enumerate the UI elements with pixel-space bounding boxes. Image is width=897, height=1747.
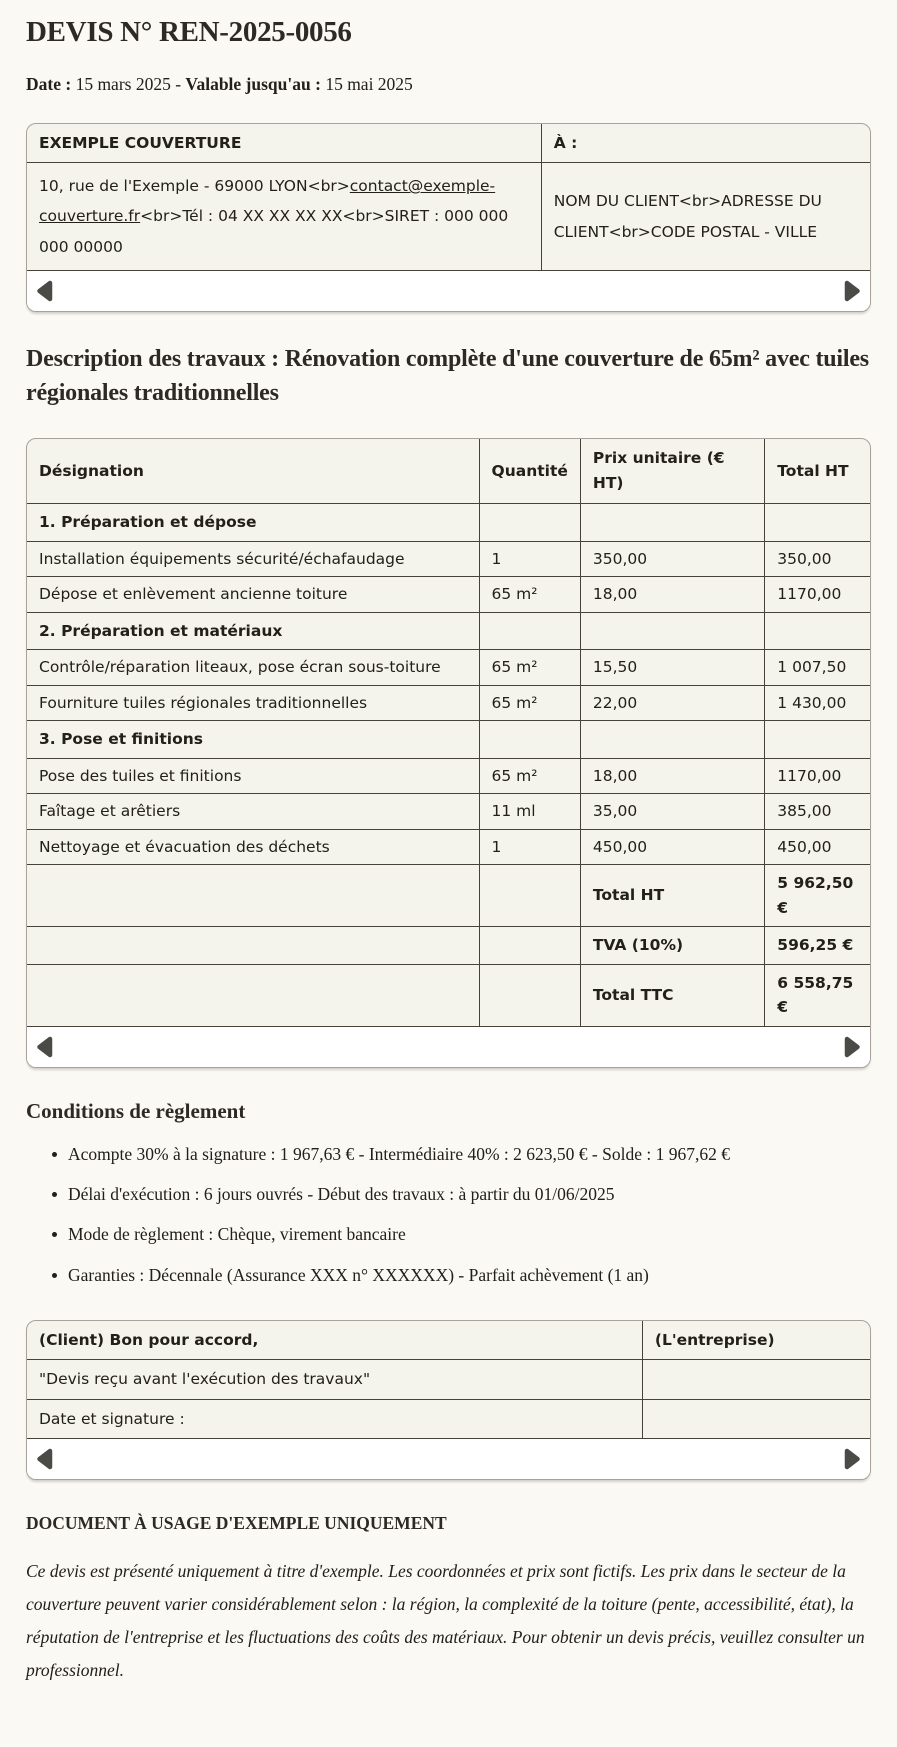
- quantity-cell: [479, 612, 580, 649]
- items-table: [27, 439, 870, 1026]
- valid-until-value: 15 mai 2025: [320, 74, 413, 95]
- unit-price-cell: 15,50: [580, 650, 764, 685]
- unit-price-cell: 350,00: [580, 541, 764, 576]
- valid-until-label: Valable jusqu'au :: [185, 74, 321, 95]
- item-row: [27, 758, 870, 793]
- scroll-left-icon: [36, 1447, 53, 1471]
- scroll-left-icon: [36, 1035, 53, 1059]
- list-item-installments: Acompte 30% à la signature : 1 967,63 € - Intermédiaire 40% : 2 623,50 € - Solde : 1 967,62 €: [52, 1141, 871, 1167]
- total-cell: [765, 612, 870, 649]
- signature-table-card: [26, 1320, 871, 1480]
- list-item-warranties: Garanties : Décennale (Assurance XXX n° XXXXXX) - Parfait achèvement (1 an): [52, 1262, 871, 1288]
- scroll-left-icon: [36, 279, 53, 303]
- section-row: [27, 612, 870, 649]
- total-cell: 1170,00: [765, 577, 870, 612]
- item-row: [27, 650, 870, 685]
- date-label: Date :: [26, 74, 72, 95]
- client-info-cell: NOM DU CLIENT<br>ADRESSE DU CLIENT<br>CODE POSTAL - VILLE: [541, 163, 870, 271]
- unit-price-cell: 35,00: [580, 794, 764, 829]
- scroll-left-button[interactable]: [36, 279, 53, 303]
- section-row: [27, 504, 870, 541]
- quantity-cell: 1: [479, 541, 580, 576]
- scroll-left-button[interactable]: [36, 1035, 53, 1059]
- item-row: [27, 577, 870, 612]
- company-info-cell: [27, 163, 541, 271]
- total-cell: [765, 504, 870, 541]
- list-item-delay: Délai d'exécution : 6 jours ouvrés - Début des travaux : à partir du 01/06/2025: [52, 1181, 871, 1207]
- unit-price-cell: 22,00: [580, 685, 764, 720]
- company-signature-header: (L'entreprise): [642, 1321, 870, 1360]
- scroll-right-icon: [844, 279, 861, 303]
- unit-price-cell: [580, 504, 764, 541]
- items-table-body: [27, 504, 870, 1026]
- total-row: [27, 927, 870, 964]
- unit-price-cell: 450,00: [580, 829, 764, 864]
- client-approval-header: (Client) Bon pour accord,: [27, 1321, 642, 1360]
- receipt-statement-cell: "Devis reçu avant l'exécution des travaux": [27, 1360, 642, 1399]
- total-cell: 596,25 €: [765, 927, 870, 964]
- designation-cell: Fourniture tuiles régionales traditionnelles: [27, 685, 479, 720]
- quantity-cell: [479, 721, 580, 758]
- unit-price-cell: [580, 612, 764, 649]
- quantity-cell: 1: [479, 829, 580, 864]
- unit-price-cell: 18,00: [580, 577, 764, 612]
- total-cell: 450,00: [765, 829, 870, 864]
- scroll-right-button[interactable]: [844, 1447, 861, 1471]
- designation-cell: Contrôle/réparation liteaux, pose écran sous-toiture: [27, 650, 479, 685]
- payment-conditions-heading: Conditions de règlement: [26, 1098, 246, 1123]
- total-cell: 1 007,50: [765, 650, 870, 685]
- designation-cell: [27, 927, 479, 964]
- scroll-right-icon: [844, 1035, 861, 1059]
- designation-cell: Dépose et enlèvement ancienne toiture: [27, 577, 479, 612]
- total-cell: 1 430,00: [765, 685, 870, 720]
- company-contact: <br>Tél : 04 XX XX XX XX<br>SIRET : 000 000 000 00000: [39, 207, 509, 256]
- table-row: [27, 1360, 870, 1399]
- scroll-right-button[interactable]: [844, 1035, 861, 1059]
- total-row: [27, 964, 870, 1026]
- unit-price-cell: Total TTC: [580, 964, 764, 1026]
- total-cell: 350,00: [765, 541, 870, 576]
- unit-price-cell: TVA (10%): [580, 927, 764, 964]
- date-value: 15 mars 2025 -: [71, 74, 186, 95]
- example-only-heading: DOCUMENT À USAGE D'EXEMPLE UNIQUEMENT: [26, 1513, 447, 1534]
- horizontal-scrollbar[interactable]: [27, 1027, 870, 1067]
- item-row: [27, 685, 870, 720]
- unit-price-column-header: Prix unitaire (€ HT): [580, 439, 764, 504]
- unit-price-cell: 18,00: [580, 758, 764, 793]
- company-email-link[interactable]: contact@exemple-couverture.fr: [39, 177, 496, 226]
- total-cell: 1170,00: [765, 758, 870, 793]
- designation-cell: 1. Préparation et dépose: [27, 504, 479, 541]
- list-item-payment-mode: Mode de règlement : Chèque, virement bancaire: [52, 1221, 871, 1247]
- items-table-card: [26, 438, 871, 1067]
- empty-cell: [642, 1399, 870, 1438]
- quantity-cell: 65 m²: [479, 577, 580, 612]
- unit-price-cell: Total HT: [580, 865, 764, 927]
- works-description-heading: Description des travaux : Rénovation complète d'une couverture de 65m² avec tuiles régionales traditionnelles: [26, 345, 869, 406]
- total-cell: 6 558,75 €: [765, 964, 870, 1026]
- scroll-left-button[interactable]: [36, 1447, 53, 1471]
- item-row: [27, 541, 870, 576]
- unit-price-cell: [580, 721, 764, 758]
- scroll-right-icon: [844, 1447, 861, 1471]
- payment-conditions-list: [26, 1141, 871, 1288]
- item-row: [27, 794, 870, 829]
- total-cell: 385,00: [765, 794, 870, 829]
- disclaimer-text: Ce devis est présenté uniquement à titre d'exemple. Les coordonnées et prix sont fictifs. Les prix dans le secteur de la couverture peuvent varier considérablement selon : la région, la complexité de la toiture (pente, accessibilité, état), la réputation de l'entreprise et les fluctuations des coûts des matériaux. Pour obtenir un devis précis, veuillez consulter un professionnel.: [26, 1561, 865, 1680]
- quantity-cell: 11 ml: [479, 794, 580, 829]
- table-row: [27, 163, 870, 271]
- designation-cell: Nettoyage et évacuation des déchets: [27, 829, 479, 864]
- table-row: [27, 1399, 870, 1438]
- designation-cell: 3. Pose et finitions: [27, 721, 479, 758]
- designation-cell: Installation équipements sécurité/échafaudage: [27, 541, 479, 576]
- designation-cell: [27, 964, 479, 1026]
- table-header-row: [27, 124, 870, 163]
- signature-table: [27, 1321, 870, 1439]
- section-row: [27, 721, 870, 758]
- company-name-header: EXEMPLE COUVERTURE: [27, 124, 541, 163]
- quantity-cell: 65 m²: [479, 685, 580, 720]
- quantity-cell: [479, 927, 580, 964]
- quantity-cell: [479, 504, 580, 541]
- company-client-table: [27, 124, 870, 271]
- quantity-cell: 65 m²: [479, 650, 580, 685]
- company-client-table-card: [26, 123, 871, 312]
- scroll-right-button[interactable]: [844, 279, 861, 303]
- quantity-cell: [479, 964, 580, 1026]
- horizontal-scrollbar[interactable]: [27, 1439, 870, 1479]
- designation-cell: 2. Préparation et matériaux: [27, 612, 479, 649]
- page-title: DEVIS N° REN-2025-0056: [26, 16, 352, 48]
- designation-column-header: Désignation: [27, 439, 479, 504]
- quantity-cell: 65 m²: [479, 758, 580, 793]
- total-cell: 5 962,50 €: [765, 865, 870, 927]
- designation-cell: [27, 865, 479, 927]
- total-cell: [765, 721, 870, 758]
- quantity-cell: [479, 865, 580, 927]
- total-column-header: Total HT: [765, 439, 870, 504]
- quantity-column-header: Quantité: [479, 439, 580, 504]
- designation-cell: Pose des tuiles et finitions: [27, 758, 479, 793]
- empty-cell: [642, 1360, 870, 1399]
- date-line: [26, 72, 871, 97]
- client-header: À :: [541, 124, 870, 163]
- horizontal-scrollbar[interactable]: [27, 271, 870, 311]
- total-row: [27, 865, 870, 927]
- date-signature-cell: Date et signature :: [27, 1399, 642, 1438]
- item-row: [27, 829, 870, 864]
- items-table-header-row: [27, 439, 870, 504]
- designation-cell: Faîtage et arêtiers: [27, 794, 479, 829]
- company-address: 10, rue de l'Exemple - 69000 LYON<br>: [39, 177, 350, 196]
- signature-header-row: [27, 1321, 870, 1360]
